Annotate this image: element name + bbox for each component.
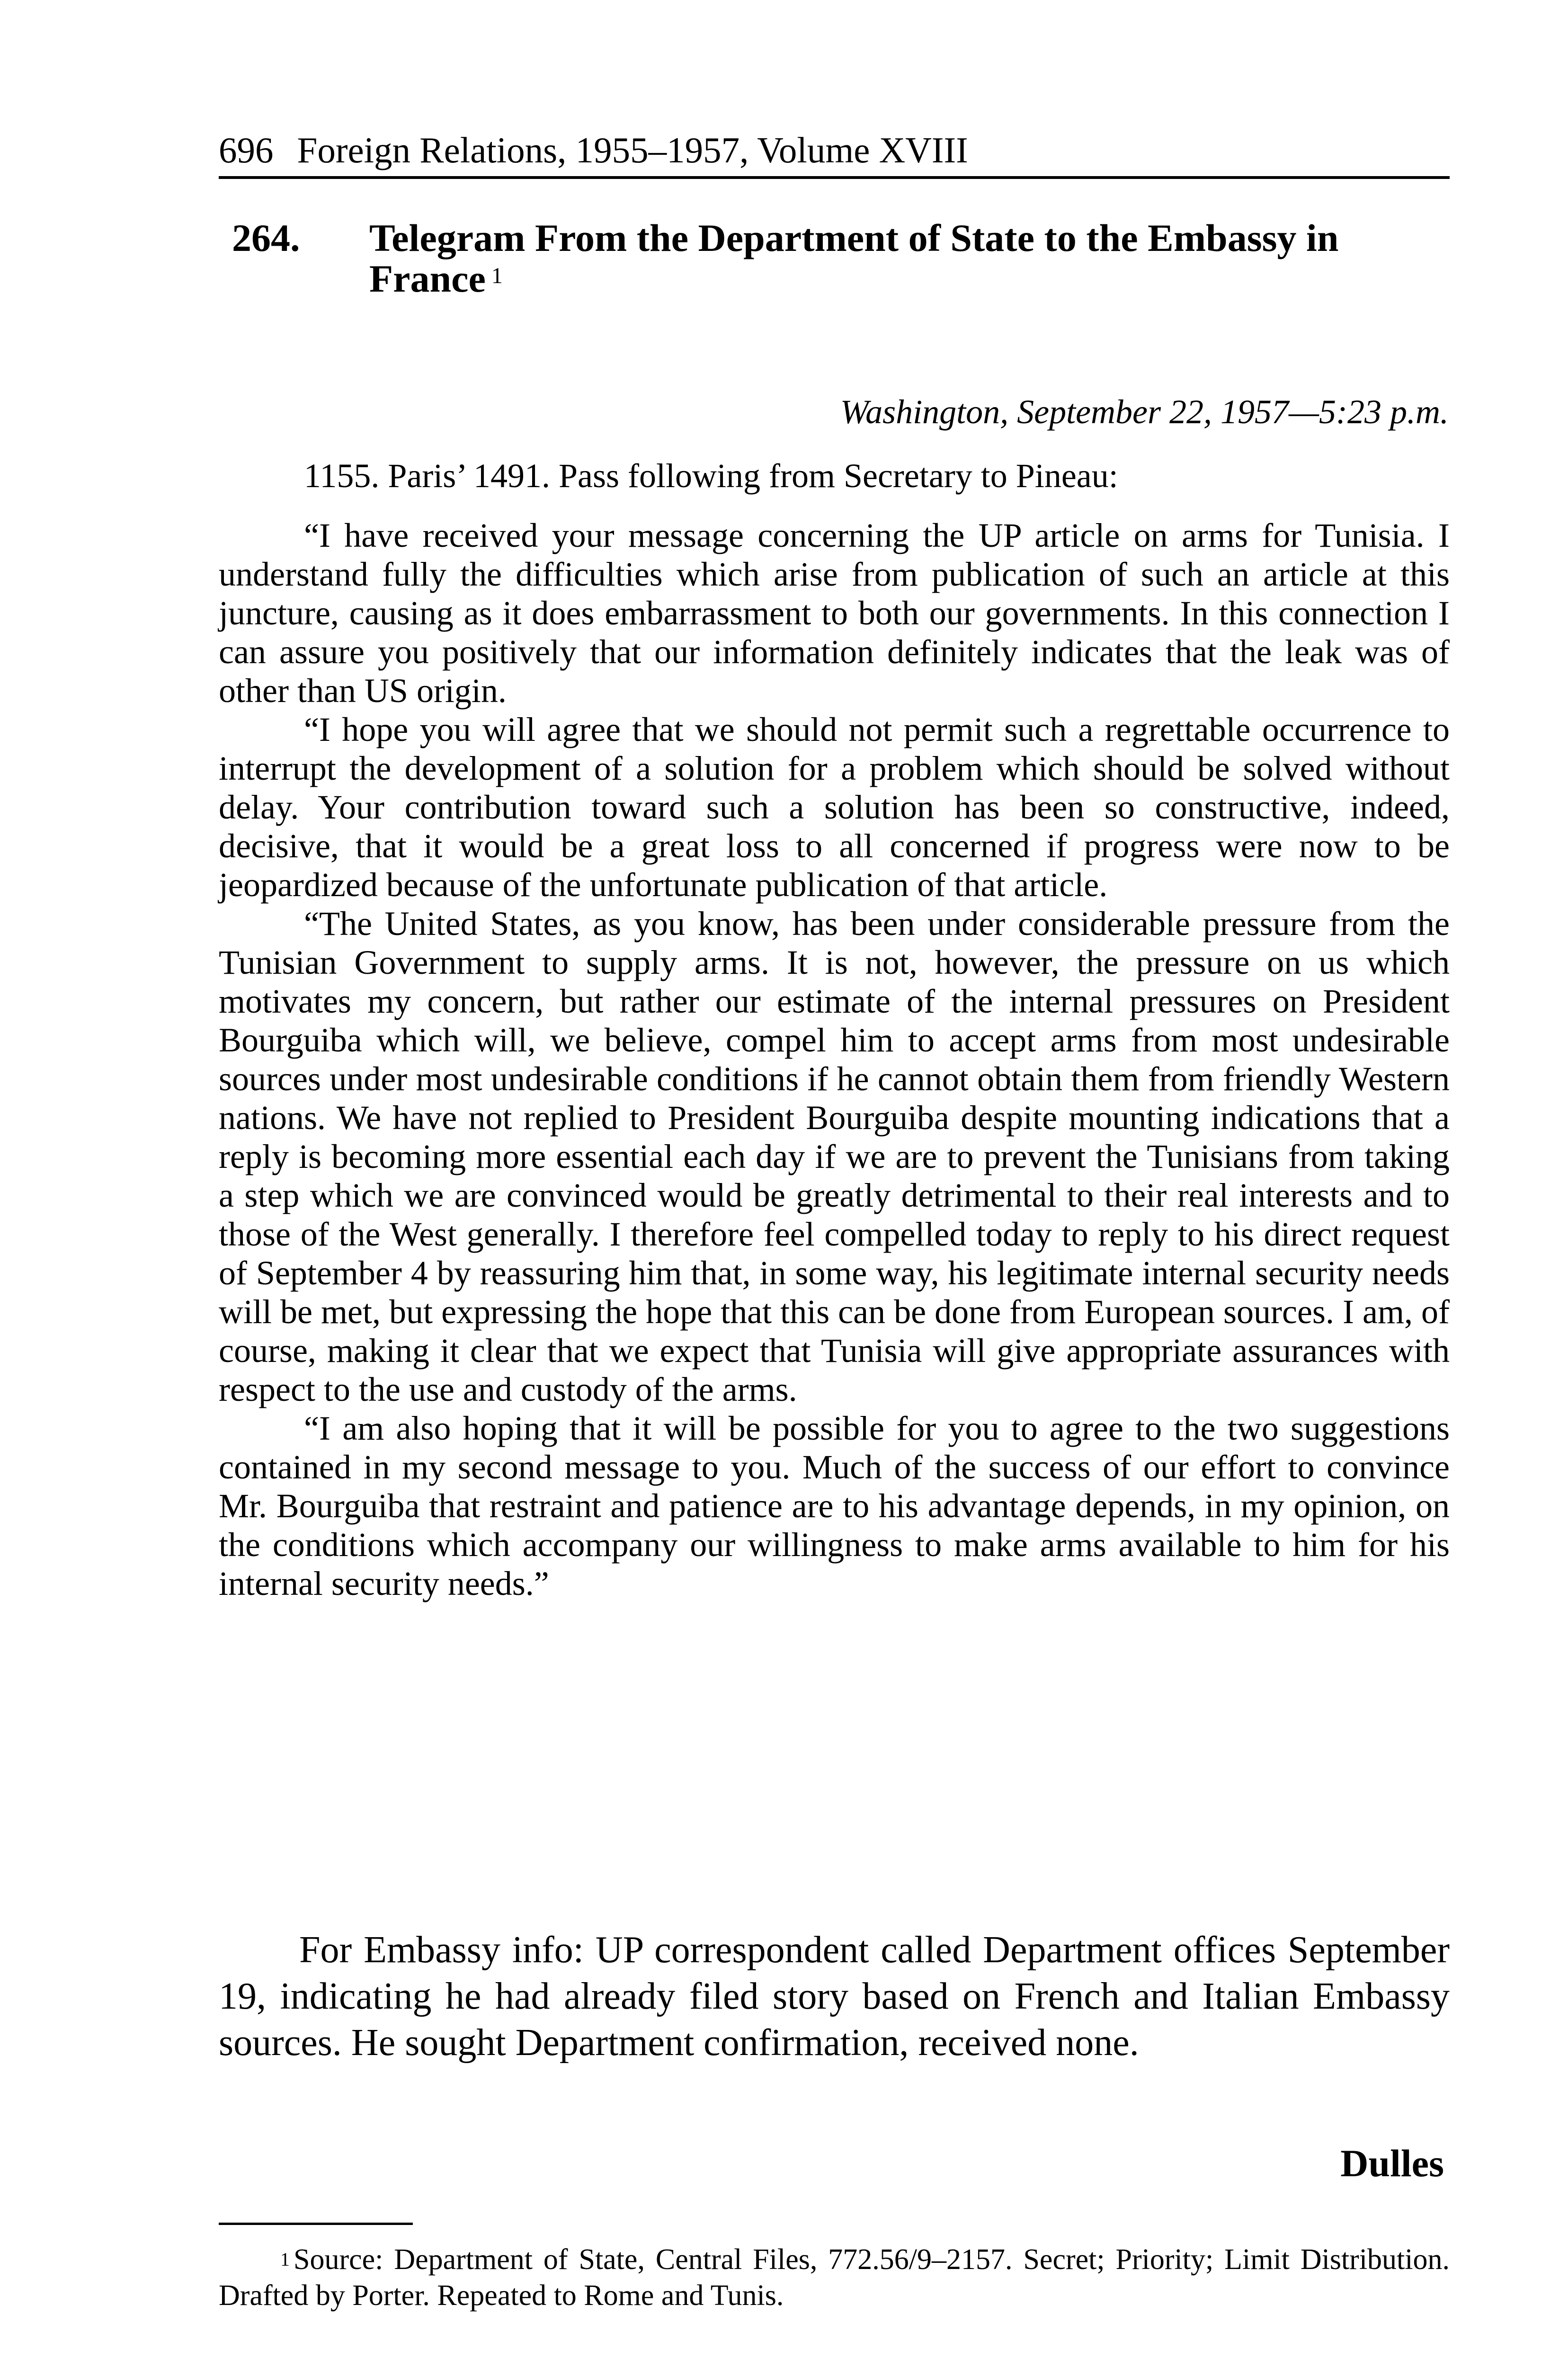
- signature: Dulles: [1340, 2142, 1444, 2185]
- document-title: Telegram From the Department of State to the Embassy in France: [369, 216, 1339, 300]
- message-paragraph: “I have received your message concerning the UP article on arms for Tunisia. I understand fully the difficulties which arise from publication of such an article at this juncture, causing as it does embarrassment to both our governments. In this connection I can assure you positively that our information definitely indicates that the leak was of other than US origin.: [219, 516, 1450, 710]
- page-number: 696: [219, 130, 274, 170]
- dateline: Washington, September 22, 1957—5:23 p.m.: [840, 393, 1449, 431]
- opening-line: 1155. Paris’ 1491. Pass following from Secretary to Pineau:: [304, 457, 1118, 495]
- footnote: [219, 2242, 1450, 2314]
- document-number: 264.: [232, 216, 300, 259]
- embassy-info: For Embassy info: UP correspondent called Department offices September 19, indicating he had already filed story based on French and Italian Embassy sources. He sought Department confirmation, received none.: [219, 1929, 1450, 2064]
- footnote-marker: 1: [280, 2249, 290, 2270]
- telegram-body: [219, 454, 1450, 1603]
- message-paragraph: “I hope you will agree that we should not permit such a regrettable occurrence to interrupt the development of a solution for a problem which should be solved without delay. Your contribution toward such a solution has been so constructive, indeed, decisive, that it would be a great loss to all concerned if progress were now to be jeopardized because of the unfortunate publication of that article.: [219, 711, 1450, 904]
- footnote-text: Source: Department of State, Central Files, 772.56/9–2157. Secret; Priority; Limit Distribution. Drafted by Porter. Repeated to Rome and Tunis.: [219, 2243, 1450, 2312]
- embassy-info-block: [219, 1927, 1450, 2066]
- document-title-block: [369, 218, 1458, 299]
- message-paragraph: “I am also hoping that it will be possible for you to agree to the two suggestions contained in my second message to you. Much of the success of our effort to convince Mr. Bourguiba that restraint and patience are to his advantage depends, in my opinion, on the conditions which accompany our willingness to make arms available to him for his internal security needs.”: [219, 1409, 1450, 1602]
- document-heading: [232, 218, 1453, 312]
- footnote-reference: 1: [491, 263, 503, 288]
- footnote-divider: [219, 2223, 413, 2225]
- volume-title: Foreign Relations, 1955–1957, Volume XVIII: [297, 130, 968, 170]
- running-head: [219, 124, 1450, 179]
- message-paragraph: “The United States, as you know, has been under considerable pressure from the Tunisian Government to supply arms. It is not, however, the pressure on us which motivates my concern, but rather our estimate of the internal pressures on President Bourguiba which will, we believe, compel him to accept arms from most undesirable sources under most undesirable conditions if he cannot obtain them from friendly Western nations. We have not replied to President Bourguiba despite mounting indications that a reply is becoming more essential each day if we are to prevent the Tunisians from taking a step which we are convinced would be greatly detrimental to their real interests and to those of the West generally. I therefore feel compelled today to reply to his direct request of September 4 by reassuring him that, in some way, his legitimate internal security needs will be met, but expressing the hope that this can be done from European sources. I am, of course, making it clear that we expect that Tunisia will give appropriate assurances with respect to the use and custody of the arms.: [219, 905, 1450, 1408]
